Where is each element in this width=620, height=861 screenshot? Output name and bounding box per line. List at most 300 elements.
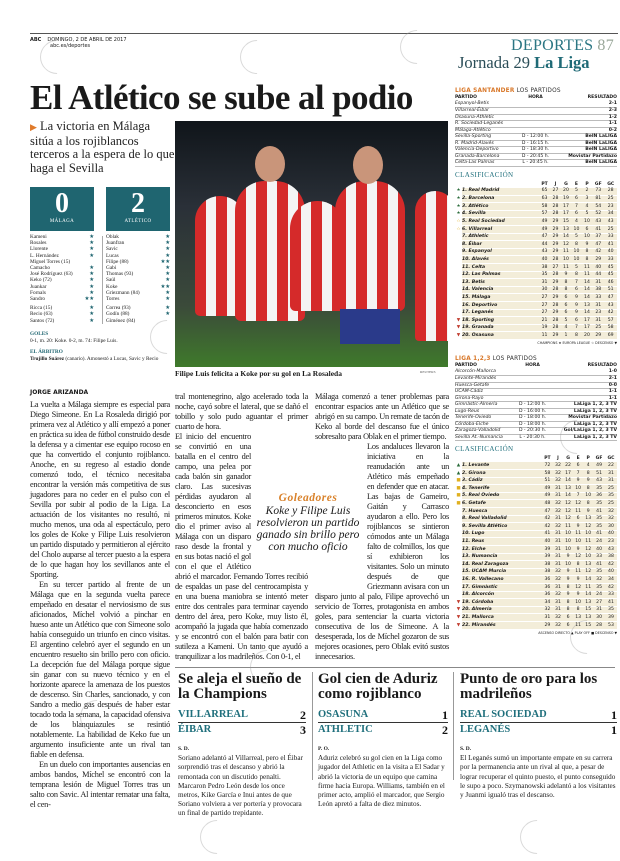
stat-cell: 35	[539, 271, 550, 279]
match-result: Gol/LaLiga 1, 2, 3 TV	[550, 428, 617, 435]
stat-cell: 8	[571, 241, 582, 249]
brief-3	[460, 672, 617, 800]
column-header: J	[554, 181, 557, 187]
stat-cell: 47	[542, 508, 553, 516]
stat-cell: 27	[550, 263, 561, 271]
column-header: PT	[544, 456, 551, 461]
match-teams: Málaga-Atlético	[455, 127, 518, 134]
stat-cell: 39	[542, 553, 553, 561]
stat-cell: 81	[592, 195, 604, 203]
stat-cell: 54	[592, 203, 604, 211]
player-name: Griezmann (84)	[106, 289, 140, 296]
match-time: L - 20:30 h.	[515, 434, 549, 441]
player-name: Miguel Torres (15)	[30, 258, 71, 265]
zone-marker-icon: ▼	[456, 332, 461, 338]
column-header: GC	[607, 181, 615, 187]
stat-cell: 41	[605, 599, 617, 607]
zone-marker-icon	[455, 241, 462, 249]
stat-cell: 13	[583, 561, 593, 569]
standings-row	[455, 271, 617, 279]
team-name: 10. Alavés	[462, 256, 539, 264]
team-score-row	[318, 708, 448, 723]
zone-marker-icon	[455, 568, 462, 576]
stat-cell: 10	[563, 530, 573, 538]
zone-marker-icon	[455, 584, 462, 592]
player-name: Ricca (15)	[30, 305, 53, 312]
brief-text: El Leganés sumó un importante empate en su carrera por la permanencia ante un rival al que, a pesar de lograr recuperar el quinto puesto, el punto conseguido le supo a poco. Szymanowski adelantó a los visitantes y Juanmi igualó tras el descanso.	[460, 754, 616, 800]
standings-row	[455, 606, 617, 614]
liga123-class-title: CLASIFICACIÓN	[455, 445, 514, 453]
stat-cell: 44	[592, 271, 604, 279]
standings-row	[455, 584, 617, 592]
stat-cell: 27	[539, 294, 550, 302]
stat-cell: 29	[550, 233, 561, 241]
stat-cell: 28	[550, 324, 561, 332]
zone-marker-icon: ■	[456, 493, 461, 499]
stat-cell: 34	[605, 576, 617, 584]
stat-cell: 23	[592, 309, 604, 317]
column-header: PARTIDO	[455, 95, 477, 100]
match-time: D - 18:30 h.	[518, 147, 554, 154]
brief-1	[178, 672, 306, 819]
rating-stars: ★	[89, 317, 94, 324]
stat-cell: 6	[571, 286, 582, 294]
stat-cell: 13	[583, 599, 593, 607]
zone-marker-icon: ▼	[456, 599, 461, 605]
standings-row	[455, 591, 617, 599]
stat-cell: 22	[563, 462, 573, 470]
stat-cell: 31	[553, 553, 563, 561]
stat-cell: 6	[573, 462, 583, 470]
stat-cell: 33	[604, 233, 617, 241]
stat-cell: 29	[550, 332, 561, 340]
standings-row	[455, 256, 617, 264]
stat-cell: 17	[561, 203, 572, 211]
stat-cell: 17	[582, 317, 593, 325]
stat-cell: 45	[604, 271, 617, 279]
rating-stars: ★	[165, 311, 170, 318]
headline: El Atlético se sube al podio	[30, 78, 413, 117]
standings-row	[455, 324, 617, 332]
stat-cell: 10	[583, 492, 593, 500]
team-score-row	[178, 708, 306, 723]
brief-title: Gol cien de Aduriz como rojiblanco	[318, 671, 438, 702]
stat-cell: 11	[563, 523, 573, 531]
match-teams: Espanyol-Betis	[455, 101, 518, 108]
stat-cell: 51	[593, 470, 605, 478]
stat-cell: 9	[561, 271, 572, 279]
stat-cell: 63	[539, 195, 550, 203]
stat-cell: 32	[553, 591, 563, 599]
stat-cell: 33	[604, 256, 617, 264]
paragraph: En su tercer partido al frente de un Málaga que en la segunda vuelta parece empeñado en desatar el nerviosismo de sus aficionados, Míchel volvió a pinchar en hueso ante un Atlético que con Simeone solo había conseguido un triunfo en cinco visitas. El argentino celebró ayer el segundo en un encuentro resuelto sin brillo pero con oficio. La decepción fue del Málaga porque sigue sin ganar con su nuevo técnico y en el horizonte aparece la amenaza de los puestos de descenso. Sin Charles, sancionado, y con Sandro a medio gas después de haber estar tocado toda la semana, la capacidad ofensiva de los blanquiazules se resintió notablemente. La habilidad de Keko fue un argumento insuficiente ante un rival tan fiable en defensa.	[30, 580, 170, 759]
stat-cell: 17	[561, 210, 572, 218]
stat-cell: 31	[592, 317, 604, 325]
match-row	[455, 428, 617, 435]
liga-class-title: CLASIFICACIÓN	[455, 170, 514, 179]
stat-cell: 11	[561, 248, 572, 256]
publication-info	[30, 37, 127, 49]
match-row	[455, 153, 617, 160]
team-name: ÉIBAR	[178, 724, 212, 735]
brief-2	[318, 672, 448, 809]
standings-row	[455, 225, 617, 233]
standings-row	[455, 576, 617, 584]
stat-cell: 9	[563, 568, 573, 576]
stat-cell: 34	[604, 210, 617, 218]
stat-cell: 13	[561, 225, 572, 233]
pull-quote	[253, 492, 363, 553]
liga-santander-panel	[455, 88, 617, 345]
stat-cell: 29	[550, 294, 561, 302]
match-time: D - 16:15 h.	[518, 140, 554, 147]
column-header: G	[564, 181, 568, 187]
player-name: Fornals	[30, 289, 46, 296]
stat-cell: 25	[592, 324, 604, 332]
player-figure	[415, 191, 448, 341]
stat-cell: 42	[605, 584, 617, 592]
stat-cell: 43	[592, 218, 604, 226]
standings-row	[455, 568, 617, 576]
rating-stars: ★	[165, 234, 170, 240]
stat-cell: 9	[583, 477, 593, 485]
stat-cell: 41	[604, 241, 617, 249]
stat-cell: 28	[550, 203, 561, 211]
team-name: VILLARREAL	[178, 709, 249, 720]
stat-cell: 53	[605, 621, 617, 629]
stat-cell: 25	[605, 500, 617, 508]
stat-cell: 9	[563, 576, 573, 584]
team-name: 19. Córdoba	[462, 599, 542, 607]
zone-marker-icon: ▼	[456, 614, 461, 620]
stat-cell: 28	[550, 256, 561, 264]
stat-cell: 9	[563, 553, 573, 561]
away-score: 2	[131, 188, 145, 219]
player-name: Filipe (88)	[106, 258, 129, 265]
stat-cell: 9	[573, 477, 583, 485]
stat-cell: 31	[553, 485, 563, 493]
photo-caption: Filipe Luis felicita a Koke por su gol en La Rosaleda	[175, 369, 342, 378]
stat-cell: 29	[550, 248, 561, 256]
team-score: 1	[442, 708, 448, 722]
column-header: E	[574, 181, 578, 187]
liga-title	[455, 88, 617, 95]
stat-cell: 30	[539, 286, 550, 294]
stat-cell: 11	[582, 263, 593, 271]
rating-stars: ★★	[160, 258, 170, 265]
referee-name: Trujillo Suárez	[30, 355, 65, 362]
stat-cell: 20	[561, 188, 572, 196]
standings-row	[455, 309, 617, 317]
team-name: 15. UCAM Murcia	[462, 568, 542, 576]
stat-cell: 8	[583, 500, 593, 508]
column-header: P	[586, 456, 590, 461]
stat-cell: 28	[550, 301, 561, 309]
stat-cell: 8	[571, 332, 582, 340]
stat-cell: 33	[605, 591, 617, 599]
stat-cell: 32	[593, 576, 605, 584]
player-name: Torres	[106, 296, 120, 303]
liga123-name: LIGA 1,2,3	[455, 356, 491, 362]
stat-cell: 41	[593, 530, 605, 538]
rating-stars: ★	[165, 246, 170, 253]
stat-cell: 1	[561, 332, 572, 340]
zone-marker-icon	[455, 530, 462, 538]
stat-cell: 9	[573, 576, 583, 584]
standings-row	[455, 561, 617, 569]
stat-cell: 40	[605, 530, 617, 538]
stat-cell: 31	[553, 538, 563, 546]
stat-cell: 11	[561, 263, 572, 271]
rating-stars: ★	[165, 271, 170, 278]
header-rule	[30, 33, 618, 34]
standings-row	[455, 515, 617, 523]
stat-cell: 14	[561, 233, 572, 241]
stat-cell: 8	[571, 271, 582, 279]
match-result: LaLiga 1, 2, 3 TV	[550, 402, 617, 409]
rating-stars: ★	[165, 305, 170, 312]
team-score: 1	[611, 723, 617, 737]
stat-cell: 19	[539, 324, 550, 332]
stat-cell: 6	[582, 225, 593, 233]
stat-cell: 36	[542, 584, 553, 592]
team-name: 4. Sevilla	[462, 210, 539, 218]
team-name: 17. Gimnàstic	[462, 584, 542, 592]
stat-cell: 31	[553, 599, 563, 607]
arrow-icon: ▶	[30, 122, 37, 132]
team-name: 16. Deportivo	[462, 301, 539, 309]
stat-cell: 31	[553, 492, 563, 500]
team-name: 6. Villarreal	[462, 225, 539, 233]
zone-marker-icon	[455, 576, 462, 584]
team-name: 22. Mirandés	[462, 621, 542, 629]
stat-cell: 7	[571, 279, 582, 287]
brief-byline: S. D.	[460, 746, 472, 752]
standings-row	[455, 492, 617, 500]
match-facts	[30, 329, 175, 362]
standings-row	[455, 538, 617, 546]
match-result: LaLiga 1, 2, 3 TV	[550, 421, 617, 428]
standings-row	[455, 294, 617, 302]
rating-stars: ★	[165, 296, 170, 303]
player-figure	[335, 181, 405, 311]
liga123-standings-table	[455, 456, 617, 630]
match-result: BeIN LaLIGA	[553, 134, 617, 141]
stat-cell: 5	[571, 188, 582, 196]
standings-row	[455, 317, 617, 325]
zone-marker-icon: ▼	[456, 622, 461, 628]
zone-marker-icon	[455, 538, 462, 546]
match-row	[455, 134, 617, 141]
zone-marker-icon	[455, 248, 462, 256]
zone-marker-icon: ☆	[456, 226, 461, 232]
match-time: D - 16:00 h.	[515, 408, 549, 415]
team-score: 3	[300, 723, 306, 737]
zone-marker-icon	[455, 233, 462, 241]
zone-marker-icon: ■	[456, 501, 461, 507]
stat-cell: 9	[573, 523, 583, 531]
stat-cell: 17	[563, 470, 573, 478]
stat-cell: 32	[605, 508, 617, 516]
team-score: 2	[300, 708, 306, 722]
stat-cell: 10	[582, 218, 593, 226]
team-name: 13. Numancia	[462, 553, 542, 561]
standings-row	[455, 188, 617, 196]
zone-marker-icon: ▲	[456, 462, 461, 468]
stat-cell: 13	[573, 614, 583, 622]
stat-cell: 6	[563, 614, 573, 622]
stat-cell: 49	[542, 492, 553, 500]
liga-matches-table	[455, 95, 617, 167]
stat-cell: 32	[553, 477, 563, 485]
stat-cell: 42	[542, 515, 553, 523]
stat-cell: 6	[571, 195, 582, 203]
stat-cell: 36	[593, 492, 605, 500]
stat-cell: 12	[583, 523, 593, 531]
stat-cell: 42	[604, 309, 617, 317]
match-result: 2-1	[553, 101, 617, 108]
stat-cell: 14	[563, 492, 573, 500]
lineup-row	[106, 318, 170, 324]
standings-row	[455, 477, 617, 485]
stat-cell: 2	[582, 188, 593, 196]
team-name: 17. Leganés	[462, 309, 539, 317]
stat-cell: 58	[604, 324, 617, 332]
zone-marker-icon: ★	[456, 211, 461, 217]
match-row	[455, 402, 617, 409]
standings-row	[455, 508, 617, 516]
team-name: 18. Alcorcón	[462, 591, 542, 599]
stat-cell: 14	[582, 279, 593, 287]
stat-cell: 27	[539, 309, 550, 317]
goals-text: 0-1, m. 20: Koke. 0-2, m. 74: Filipe Luis.	[30, 337, 118, 344]
stat-cell: 32	[553, 508, 563, 516]
subhead-text: La victoria en Málaga sitúa a los rojiblancos terceros a la espera de lo que haga el Sevilla	[30, 119, 175, 175]
brief-text: Soriano adelantó al Villarreal, pero el Éibar sorprendió tras el descanso y abrió la remontada con un discutido penalti. Marcaron Pedro León desde los once metros, Kike García e Inui antes de que Soriano volviera a ver portería y provocara un final de partido trepidante.	[178, 754, 303, 818]
stat-cell: 10	[571, 225, 582, 233]
rating-stars: ★	[89, 311, 94, 318]
stat-cell: 35	[593, 584, 605, 592]
stat-cell: 40	[542, 538, 553, 546]
stat-cell: 6	[571, 317, 582, 325]
zone-marker-icon	[455, 271, 462, 279]
team-name: 2. Barcelona	[462, 195, 539, 203]
zone-marker-icon	[455, 279, 462, 287]
stat-cell: 31	[593, 606, 605, 614]
issue-date: DOMINGO, 2 DE ABRIL DE 2017	[47, 37, 127, 43]
match-teams: Levante-Mirandés	[455, 376, 515, 383]
player-name: Savic	[106, 246, 118, 253]
team-name: 12. Elche	[462, 546, 542, 554]
stat-cell: 15	[583, 621, 593, 629]
team-name: 20. Almería	[462, 606, 542, 614]
match-result: BeIN LaLIGA	[553, 140, 617, 147]
stat-cell: 32	[553, 621, 563, 629]
standings-row	[455, 248, 617, 256]
stat-cell: 25	[604, 195, 617, 203]
watermark-logo	[513, 813, 561, 861]
stat-cell: 9	[573, 546, 583, 554]
stat-cell: 11	[539, 332, 550, 340]
team-name: 3. Cádiz	[462, 477, 542, 485]
team-name: 5. Real Sociedad	[462, 218, 539, 226]
stat-cell: 29	[542, 621, 553, 629]
column-header: GF	[595, 456, 603, 461]
stat-cell: 69	[604, 332, 617, 340]
paragraph: El inicio del encuentro se convirtió en una batalla en el centro del campo, una pelea por cada balón sin ganador claro. Las sucesivas pérdidas ayudaron al desconcierto en esos primeros minutos. Koke dio el primer aviso al Málaga con un disparo raso desde la frontal y en sus botas nació el gol con el que el Atlético abrió el marcador. Fernando Torres recibió de espaldas un pase del centrocampista y en una buena maniobra se intentó meter entre dos centrales para terminar cayendo dentro del área, pero Koke, muy listo él, acompañó la jugada que había comenzado y se encontró con el balón para batir con sutileza a Kameni. Un tanto que ayudó a tranquilizar a los madrileños. Con 0-1, el	[175, 432, 308, 661]
stat-cell: 14	[582, 286, 593, 294]
stat-cell: 8	[563, 584, 573, 592]
stat-cell: 40	[593, 546, 605, 554]
match-time: D - 12:00 h.	[515, 402, 549, 409]
match-result: BeIN LaLIGA	[553, 160, 617, 167]
brief-title: Se aleja el sueño de la Champions	[178, 671, 302, 702]
rating-stars: ★	[89, 246, 94, 253]
stat-cell: 10	[561, 256, 572, 264]
team-name: 5. Real Oviedo	[462, 492, 542, 500]
match-time: D - 20:30 h.	[515, 428, 549, 435]
team-name: 1. Levante	[462, 462, 542, 470]
brief-byline: P. O.	[318, 746, 330, 752]
stat-cell: 41	[593, 561, 605, 569]
match-teams: Sevilla-Sporting	[455, 134, 518, 141]
standings-row	[455, 210, 617, 218]
player-shorts	[340, 309, 400, 344]
stat-cell: 5	[571, 233, 582, 241]
column-header: HORA	[525, 363, 540, 368]
standings-row	[455, 614, 617, 622]
stat-cell: 43	[593, 477, 605, 485]
stat-cell: 48	[542, 500, 553, 508]
match-time: D - 12:00 h.	[518, 134, 554, 141]
brief-text: Aduriz celebró su gol cien en la Liga como jugador del Athletic en la visita a El Sadar y abrió la victoria de un equipo que camina firme hacia Europa. Williams, también en el primer acto, amplió el marcador, que Sergio León apretó a falta de diez minutos.	[318, 754, 445, 809]
stat-cell: 43	[604, 218, 617, 226]
team-name: 8. Éibar	[462, 241, 539, 249]
column-header: J	[557, 456, 559, 461]
stat-cell: 8	[582, 256, 593, 264]
stat-cell: 35	[593, 568, 605, 576]
match-result: Movistar Partidazo	[550, 415, 617, 422]
team-name: 12. Las Palmas	[462, 271, 539, 279]
stat-cell: 52	[592, 210, 604, 218]
paragraph: En un duelo con importantes ausencias en ambos bandos, Míchel se encontró con la temprana lesión de Miguel Torres tras un salto con Savic. Al intentar rematar una falta, el cen-	[30, 760, 170, 809]
stat-cell: 49	[539, 218, 550, 226]
match-result: 1-1	[553, 121, 617, 128]
stat-cell: 10	[573, 485, 583, 493]
match-teams: R. Sociedad-Leganés	[455, 121, 518, 128]
photo-credit: REUTERS	[420, 370, 436, 374]
match-teams: Tenerife-Oviedo	[455, 415, 515, 422]
stat-cell: 73	[592, 188, 604, 196]
team-score-row	[318, 723, 448, 737]
stat-cell: 41	[593, 508, 605, 516]
rating-stars: ★	[89, 234, 94, 240]
match-row	[455, 434, 617, 441]
team-name: 15. Málaga	[462, 294, 539, 302]
stat-cell: 11	[583, 584, 593, 592]
match-teams: Sevilla At.-Numancia	[455, 434, 515, 441]
subheadline	[30, 120, 175, 175]
player-name: Kameni	[30, 234, 47, 240]
web-address: abc.es/deportes	[50, 43, 91, 49]
stat-cell: 44	[539, 241, 550, 249]
stat-cell: 51	[604, 286, 617, 294]
stat-cell: 8	[563, 599, 573, 607]
match-teams: UCAM-Cádiz	[455, 389, 515, 396]
standings-row	[455, 301, 617, 309]
standings-row	[455, 523, 617, 531]
stat-cell: 38	[539, 263, 550, 271]
